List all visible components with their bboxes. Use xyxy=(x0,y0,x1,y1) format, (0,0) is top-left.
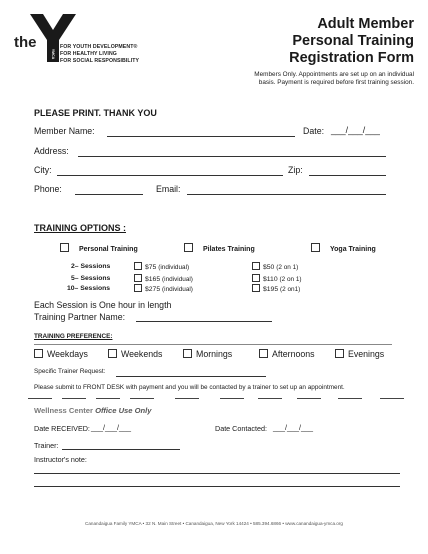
logo-tagline-1: FOR YOUTH DEVELOPMENT® xyxy=(60,44,138,50)
weekends-label: Weekends xyxy=(121,349,163,359)
email-field[interactable] xyxy=(187,194,386,195)
separator-dash xyxy=(62,398,86,399)
price-5-individual-amount: $165 xyxy=(145,276,161,283)
yoga-training-checkbox[interactable] xyxy=(311,243,320,252)
separator-dash xyxy=(380,398,404,399)
form-title-line-3: Registration Form xyxy=(289,50,414,66)
logo-tagline-2: FOR HEALTHY LIVING xyxy=(60,51,117,57)
personal-training-checkbox[interactable] xyxy=(60,243,69,252)
address-label: Address: xyxy=(34,146,69,156)
price-5-two-on-one-checkbox[interactable] xyxy=(252,274,260,282)
phone-label: Phone: xyxy=(34,184,62,194)
pilates-training-label: Pilates Training xyxy=(203,246,255,253)
weekdays-checkbox[interactable] xyxy=(34,349,43,358)
weekdays-label: Weekdays xyxy=(47,349,88,359)
price-5-individual-checkbox[interactable] xyxy=(134,274,142,282)
address-field[interactable] xyxy=(78,156,386,157)
separator-dash xyxy=(297,398,321,399)
evenings-checkbox[interactable] xyxy=(335,349,344,358)
date-received-field[interactable]: ___/___/___ xyxy=(91,423,131,432)
sessions-10-label: 10– Sessions xyxy=(67,285,111,292)
city-field[interactable] xyxy=(57,175,283,176)
evenings-label: Evenings xyxy=(348,349,385,359)
sessions-5-label: 5– Sessions xyxy=(71,275,111,282)
separator-dash xyxy=(96,398,120,399)
preference-divider xyxy=(34,344,392,345)
instructor-note-line-2[interactable] xyxy=(34,486,400,487)
specific-trainer-label: Specific Trainer Request: xyxy=(34,368,106,375)
trainer-field[interactable] xyxy=(62,449,180,450)
afternoons-label: Afternoons xyxy=(272,349,315,359)
price-2-individual-amount: $75 xyxy=(145,264,157,271)
office-use-only-label: Office Use Only xyxy=(95,406,152,415)
separator-dash xyxy=(338,398,362,399)
logo-the: the xyxy=(14,34,37,51)
specific-trainer-field[interactable] xyxy=(116,376,266,377)
logo-ymca-text: YMCA xyxy=(51,48,56,60)
price-5-two-on-one-amount: $110 xyxy=(263,276,278,283)
pilates-training-checkbox[interactable] xyxy=(184,243,193,252)
mornings-checkbox[interactable] xyxy=(183,349,192,358)
price-2-two-on-one[interactable] xyxy=(252,262,298,271)
form-title-line-1: Adult Member xyxy=(317,16,414,32)
option-personal-training[interactable] xyxy=(60,243,138,253)
price-10-two-on-one-checkbox[interactable] xyxy=(252,284,260,292)
partner-name-field[interactable] xyxy=(136,321,272,322)
separator-dash xyxy=(175,398,199,399)
pref-weekends[interactable] xyxy=(108,349,162,359)
price-10-two-on-one[interactable] xyxy=(252,284,300,293)
date-received-label: Date RECEIVED: xyxy=(34,424,90,433)
date-field[interactable]: ___/___/___ xyxy=(331,125,380,135)
price-10-individual[interactable] xyxy=(134,284,193,293)
price-2-two-on-one-amount: $50 xyxy=(263,264,275,271)
separator-dash xyxy=(258,398,282,399)
yoga-training-label: Yoga Training xyxy=(330,246,376,253)
separator-dash xyxy=(28,398,52,399)
weekends-checkbox[interactable] xyxy=(108,349,117,358)
price-10-individual-note: (individual) xyxy=(162,286,193,293)
form-title-line-2: Personal Training xyxy=(292,33,414,49)
pref-weekdays[interactable] xyxy=(34,349,88,359)
submit-note: Please submit to FRONT DESK with payment and you will be contacted by a trainer to set up an appointment. xyxy=(34,384,345,391)
pref-mornings[interactable] xyxy=(183,349,232,359)
instructor-note-label: Instructor's note: xyxy=(34,455,87,464)
session-length-note: Each Session is One hour in length xyxy=(34,300,172,310)
mornings-label: Mornings xyxy=(196,349,233,359)
pref-afternoons[interactable] xyxy=(259,349,315,359)
date-label: Date: xyxy=(303,126,325,136)
member-name-label: Member Name: xyxy=(34,126,95,136)
price-10-individual-amount: $275 xyxy=(145,286,161,293)
afternoons-checkbox[interactable] xyxy=(259,349,268,358)
price-10-two-on-one-amount: $195 xyxy=(263,286,279,293)
phone-field[interactable] xyxy=(75,194,143,195)
price-2-two-on-one-checkbox[interactable] xyxy=(252,262,260,270)
price-5-individual-note: (individual) xyxy=(162,276,193,283)
zip-label: Zip: xyxy=(288,165,303,175)
price-2-two-on-one-note: (2 on 1) xyxy=(276,264,299,271)
training-preference-heading: TRAINING PREFERENCE: xyxy=(34,333,113,340)
city-label: City: xyxy=(34,165,52,175)
price-5-two-on-one[interactable] xyxy=(252,274,302,283)
date-contacted-label: Date Contacted: xyxy=(215,424,267,433)
date-contacted-field[interactable]: ___/___/___ xyxy=(273,423,313,432)
pref-evenings[interactable] xyxy=(335,349,384,359)
option-yoga-training[interactable] xyxy=(311,243,376,253)
wellness-center-label: Wellness Center xyxy=(34,406,93,415)
option-pilates-training[interactable] xyxy=(184,243,255,253)
please-print-heading: PLEASE PRINT. THANK YOU xyxy=(34,108,157,118)
price-5-individual[interactable] xyxy=(134,274,193,283)
training-options-heading: TRAINING OPTIONS : xyxy=(34,223,126,233)
separator-dash xyxy=(130,398,154,399)
form-subtitle-line-1: Members Only. Appointments are set up on an individual xyxy=(254,71,414,78)
form-subtitle-line-2: basis. Payment is required before first training session. xyxy=(258,79,414,86)
footer-address: Canandaigua Family YMCA • 32 N. Main Street • Canandaigua, New York 14424 • 585.394.6866 • www.canandaigua-ymca.org xyxy=(85,521,343,526)
sessions-2-label: 2– Sessions xyxy=(71,263,111,270)
zip-field[interactable] xyxy=(309,175,386,176)
price-2-individual-note: (individual) xyxy=(158,264,190,271)
price-10-two-on-one-note: (2 on1) xyxy=(280,286,301,293)
price-2-individual[interactable] xyxy=(134,262,189,271)
price-10-individual-checkbox[interactable] xyxy=(134,284,142,292)
partner-name-label: Training Partner Name: xyxy=(34,312,126,322)
personal-training-label: Personal Training xyxy=(79,246,138,253)
separator-dash xyxy=(220,398,244,399)
email-label: Email: xyxy=(156,184,181,194)
member-name-field[interactable] xyxy=(107,136,295,137)
logo-tagline-3: FOR SOCIAL RESPONSIBILITY xyxy=(60,58,140,64)
instructor-note-line-1[interactable] xyxy=(34,473,400,474)
price-2-individual-checkbox[interactable] xyxy=(134,262,142,270)
price-5-two-on-one-note: (2 on 1) xyxy=(279,276,302,283)
trainer-label: Trainer: xyxy=(34,441,59,450)
office-use-heading xyxy=(34,406,152,415)
